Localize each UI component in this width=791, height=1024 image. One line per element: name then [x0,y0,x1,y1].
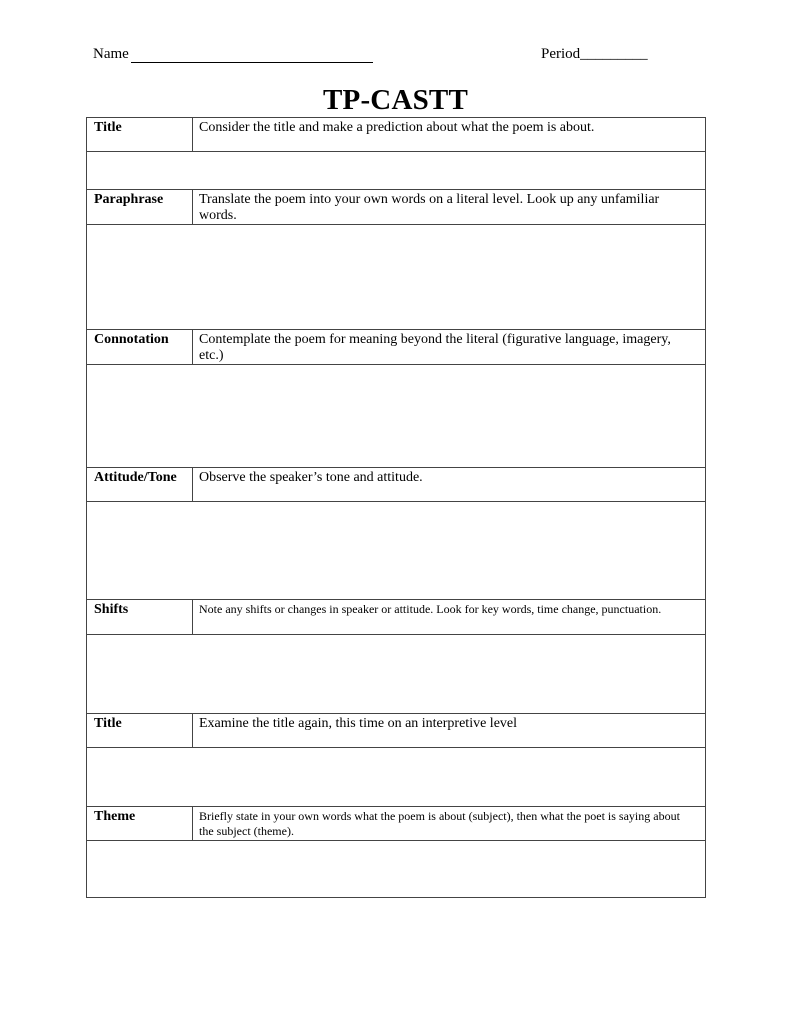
name-label: Name [93,46,129,62]
row-title-again-header [87,714,706,748]
row-description: Contemplate the poem for meaning beyond the literal (figurative language, imagery, etc.) [193,330,706,365]
answer-area[interactable] [87,841,706,898]
row-theme-header [87,807,706,841]
row-connotation-header [87,330,706,365]
row-label: Attitude/Tone [87,468,193,502]
row-label: Theme [87,807,193,841]
row-label: Shifts [87,600,193,635]
tpcastt-table [86,117,706,898]
answer-area[interactable] [87,635,706,714]
row-description: Briefly state in your own words what the poem is about (subject), then what the poet is saying about the subject (theme). [193,807,706,841]
answer-area[interactable] [87,225,706,330]
row-label: Title [87,118,193,152]
row-description: Observe the speaker’s tone and attitude. [193,468,706,502]
row-title-header [87,118,706,152]
row-attitude-header [87,468,706,502]
row-description: Translate the poem into your own words on a literal level. Look up any unfamiliar words. [193,190,706,225]
row-paraphrase-answer[interactable] [87,225,706,330]
answer-area[interactable] [87,502,706,600]
row-theme-answer[interactable] [87,841,706,898]
row-connotation-answer[interactable] [87,365,706,468]
row-label: Title [87,714,193,748]
row-shifts-header [87,600,706,635]
page-title: TP-CASTT [322,84,468,116]
row-label: Connotation [87,330,193,365]
answer-area[interactable] [87,152,706,190]
row-attitude-answer[interactable] [87,502,706,600]
name-blank-line[interactable] [131,62,373,63]
row-title-again-answer[interactable] [87,748,706,807]
row-description: Consider the title and make a prediction about what the poem is about. [193,118,706,152]
row-label: Paraphrase [87,190,193,225]
row-description: Note any shifts or changes in speaker or attitude. Look for key words, time change, punctuation. [193,600,706,635]
row-shifts-answer[interactable] [87,635,706,714]
answer-area[interactable] [87,748,706,807]
answer-area[interactable] [87,365,706,468]
period-label: Period_________ [541,46,648,62]
row-description: Examine the title again, this time on an interpretive level [193,714,706,748]
row-title-answer[interactable] [87,152,706,190]
row-paraphrase-header [87,190,706,225]
